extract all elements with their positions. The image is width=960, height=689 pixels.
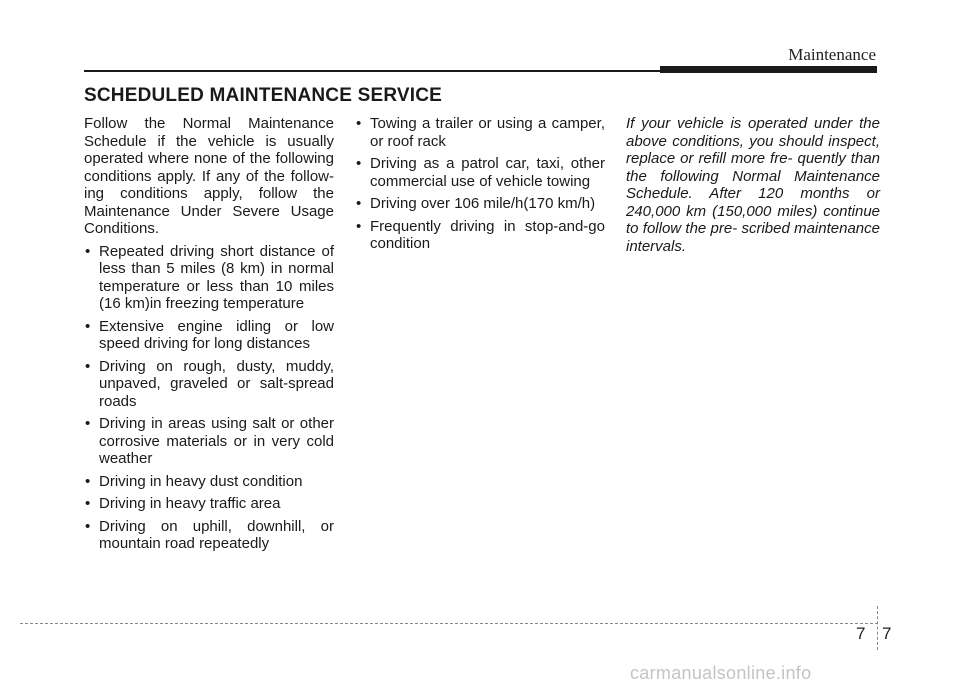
list-item: • Driving as a patrol car, taxi, other commercial use of vehicle towing: [356, 155, 605, 190]
bullet: •: [356, 155, 362, 172]
footer-divider: [877, 606, 878, 650]
running-header: Maintenance: [788, 45, 876, 64]
intro-paragraph: Follow the Normal Maintenance Schedule if the vehicle is usually operated where none of the following conditions apply. If any of the follow- ing conditions apply, follow the Maintenance Under Severe Usage Conditions.: [84, 115, 334, 237]
section-title: SCHEDULED MAINTENANCE SERVICE: [84, 85, 443, 106]
list-item: • Driving in areas using salt or other corrosive materials or in very cold weather: [85, 415, 334, 467]
list-item: • Driving on rough, dusty, muddy, unpaved, graveled or salt-spread roads: [85, 357, 334, 410]
bullet: •: [85, 517, 91, 535]
page-number: 7: [882, 624, 892, 643]
column-3: [626, 115, 880, 260]
bullet: •: [356, 217, 362, 235]
bullet: •: [85, 495, 91, 512]
maintenance-note: If your vehicle is operated under the above conditions, you should inspect, replace or refill more fre- quently than the following Normal Maintenance Schedule. After 120 months or 240,000 km (150,000 miles) continue to follow the pre- scribed maintenance intervals.: [626, 115, 880, 255]
severe-conditions-list-continued: [355, 115, 605, 253]
bullet: •: [356, 115, 362, 132]
column-1: [84, 115, 334, 558]
severe-conditions-list: [84, 243, 334, 553]
bullet: •: [85, 357, 91, 375]
bullet: •: [85, 242, 91, 260]
list-item: • Driving in heavy traffic area: [85, 495, 281, 512]
footer-rule: [20, 623, 878, 624]
column-2: [355, 115, 605, 258]
list-item: • Driving over 106 mile/h(170 km/h): [356, 195, 596, 212]
chapter-number: 7: [856, 624, 866, 643]
list-item: • Frequently driving in stop-and-go condition: [356, 217, 605, 252]
bullet: •: [85, 317, 91, 335]
list-item: • Driving on uphill, downhill, or mountain road repeatedly: [85, 517, 334, 552]
bullet: •: [85, 472, 91, 490]
list-item: • Extensive engine idling or low speed driving for long distances: [85, 317, 334, 352]
bullet: •: [356, 195, 362, 212]
header-rule: [84, 70, 660, 72]
list-item: • Repeated driving short distance of less than 5 miles (8 km) in normal temperature or less than 10 miles (16 km)in freezing temperature: [85, 242, 334, 312]
watermark: carmanualsonline.info: [630, 663, 812, 683]
list-item: • Driving in heavy dust condition: [85, 472, 303, 490]
header-rule-bar: [660, 66, 877, 73]
bullet: •: [85, 415, 91, 432]
list-item: • Towing a trailer or using a camper, or roof rack: [356, 115, 605, 150]
